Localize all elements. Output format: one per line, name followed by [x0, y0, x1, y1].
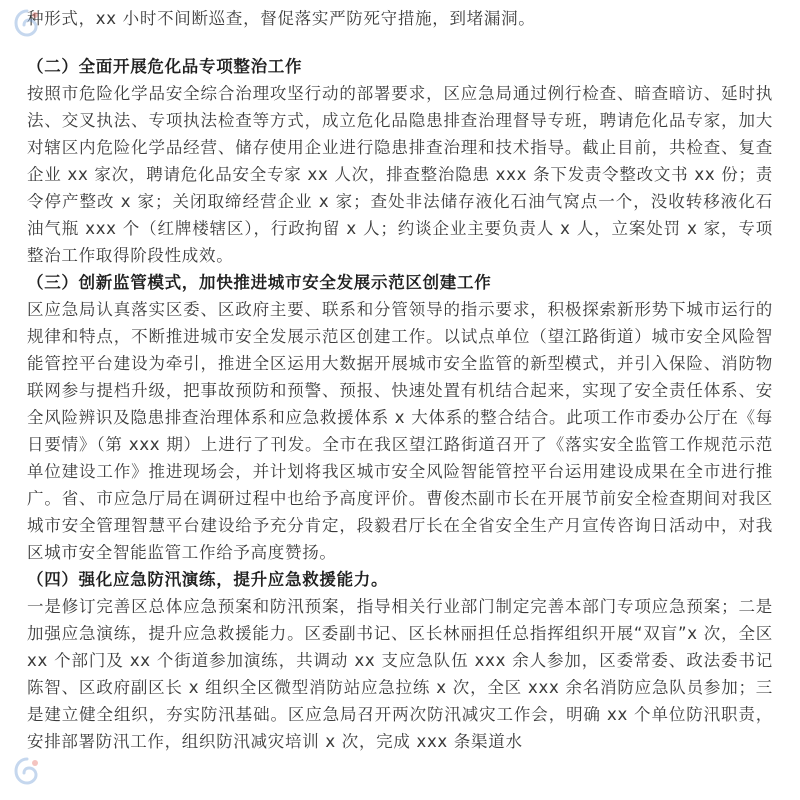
continuation-paragraph: 种形式，xx 小时不间断巡查，督促落实严防死守措施，到堵漏洞。: [27, 9, 536, 28]
section-paragraph: 区应急局认真落实区委、区政府主要、联系和分管领导的指示要求，积极探索新形势下城市运行的规律和特点，不断推进城市安全发展示范区创建工作。以试点单位（望江路街道）城市安全风险智能管控平台建设为牵引，推进全区运用大数据开展城市安全监管的新型模式，并引入保险、消防物联网参与提档升级，把事故预防和预警、预报、快速处置有机结合起来，实现了安全责任体系、安全风险辨识及隐患排查治理体系和应急救援体系 x 大体系的整合结合。此项工作市委办公厅在《每日要情》（第 xxx 期）上进行了刊发。全市在我区望江路街道召开了《落实安全监管工作规范示范单位建设工作》推进现场会，并计划将我区城市安全风险智能管控平台运用建设成果在全市进行推广。省、市应急厅局在调研过程中也给予高度评价。曹俊杰副市长在开展节前安全检查期间对我区城市安全管理智慧平台建设给予充分肯定，段毅君厅长在全省安全生产月宣传咨询日活动中，对我区城市安全智能监管工作给予高度赞扬。: [27, 300, 773, 562]
section-heading-4: （四）强化应急防汛演练，提升应急救援能力。: [27, 570, 389, 589]
logo-watermark-icon: [12, 756, 42, 786]
section-heading-3: （三）创新监管模式，加快推进城市安全发展示范区创建工作: [27, 273, 492, 292]
section-paragraph: 按照市危险化学品安全综合治理攻坚行动的部署要求，区应急局通过例行检查、暗查暗访、延时执法、交叉执法、专项执法检查等方式，成立危化品隐患排查治理督导专班，聘请危化品专家，加大对辖区内危险化学品经营、储存使用企业进行隐患排查治理和技术指导。截止目前，共检查、复查企业 xx 家次，聘请危化品安全专家 xx 人次，排查整治隐患 xxx 条下发责令整改文书 xx 份；责令停产整改 x 家；关闭取缔经营企业 x 家；查处非法储存液化石油气窝点一个，没收转移液化石油气瓶 xxx 个（红牌楼辖区），行政拘留 x 人；约谈企业主要负责人 x 人，立案处罚 x 家，专项整治工作取得阶段性成效。: [27, 84, 773, 265]
section-heading-2: （二）全面开展危化品专项整治工作: [27, 57, 303, 76]
section-paragraph: 一是修订完善区总体应急预案和防汛预案，指导相关行业部门制定完善本部门专项应急预案；二是加强应急演练，提升应急救援能力。区委副书记、区长林丽担任总指挥组织开展“双盲”x 次，全区 xx 个部门及 xx 个街道参加演练，共调动 xx 支应急队伍 xxx 余人参加，区委常委、政法委书记陈智、区政府副区长 x 组织全区微型消防站应急拉练 x 次，全区 xxx 余名消防应急队员参加；三是建立健全组织，夯实防汛基础。区应急局召开两次防汛减灾工作会，明确 xx 个单位防汛职责，安排部署防汛工作，组织防汛减灾培训 x 次，完成 xxx 条渠道水: [27, 597, 773, 751]
